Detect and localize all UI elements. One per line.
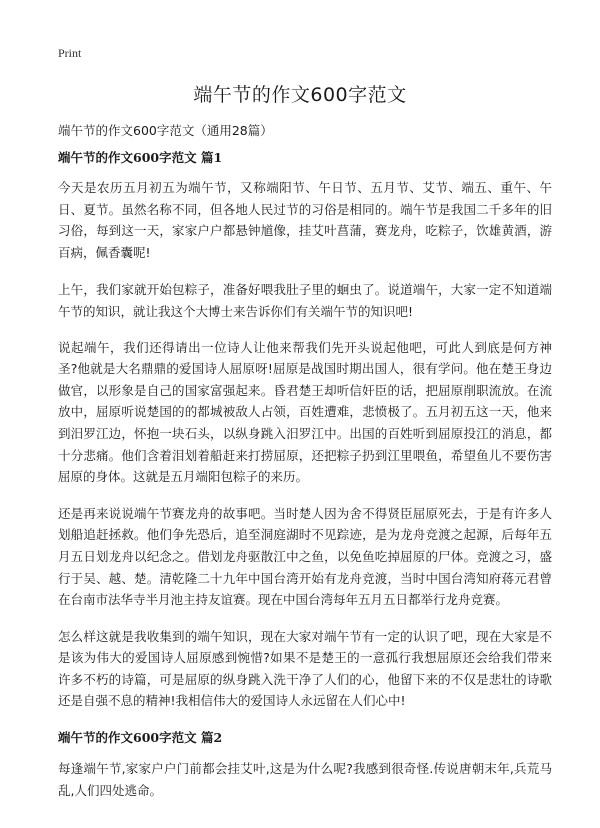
paragraph: 今天是农历五月初五为端午节，又称端阳节、午日节、五月节、艾节、端五、重午、午日、夏节。虽然名称不同，但各地人民过节的习俗是相同的。端午节是我国二千多年的旧习俗，每到这一天，家家户户都悬钟馗像，挂艾叶菖蒲，赛龙舟，吃粽子，饮雄黄酒，游百病，佩香囊呢! [58,180,552,260]
section-heading-2: 端午节的作文600字范文 篇2 [58,730,223,746]
paragraph: 还是再来说说端午节赛龙舟的故事吧。当时楚人因为舍不得贤臣屈原死去，于是有许多人划船追赶拯救。他们争先恐后，追至洞庭湖时不见踪迹，是为龙舟竞渡之起源，后每年五月五日划龙舟以纪念之。借划龙舟驱散江中之鱼，以免鱼吃掉屈原的尸体。竞渡之习，盛行于吴、越、楚。清乾隆二十九年中国台湾开始有龙舟竞渡，当时中国台湾知府蒋元君曾在台南市法华寺半月池主持友谊赛。现在中国台湾每年五月五日都举行龙舟竞赛。 [58,505,552,608]
page-title: 端午节的作文600字范文 [193,84,407,106]
paragraph: 说起端午，我们还得请出一位诗人让他来帮我们先开头说起他吧，可此人到底是何方神圣?他就是大名鼎鼎的爱国诗人屈原呀!屈原是战国时期出国人，很有学问。他在楚王身边做官，以形象是自己的国家富强起来。昏君楚王却听信奸臣的话，把屈原削职流放。在流放中，屈原听说楚国的的都城被敌人占领，百姓遭难，悲愤极了。五月初五这一天，他来到汨罗江边，怀抱一块石头，以纵身跳入汨罗江中。出国的百姓听到屈原投江的消息，都十分悲痛。他们含着泪划着船赶来打捞屈原，还把粽子扔到江里喂鱼，希望鱼儿不要伤害屈原的身体。这就是五月端阳包粽子的来历。 [58,339,552,485]
paragraph: 怎么样这就是我收集到的端午知识，现在大家对端午节有一定的认识了吧，现在大家是不是该为伟大的爱国诗人屈原感到惋惜?如果不是楚王的一意孤行我想屈原还会给我们带来许多不朽的诗篇，可是屈原的纵身跳入洗干净了人们的心，他留下来的不仅是悲壮的诗歌还是自强不息的精神!我相信伟大的爱国诗人永远留在人们心中! [58,628,552,709]
document-content [58,150,552,817]
paragraph: 上午，我们家就开始包粽子，准备好喂我肚子里的蛔虫了。说道端午，大家一定不知道端午节的知识，就让我这个大博士来告诉你们有关端午节的知识吧! [58,282,552,319]
paragraph: 每逢端午节,家家户户门前都会挂艾叶,这是为什么呢?我感到很奇怪.传说唐朝末年,兵荒马乱,人们四处逃命。 [58,761,552,798]
section-heading-1: 端午节的作文600字范文 篇1 [58,150,223,165]
document-subtitle: 端午节的作文600字范文（通用28篇） [58,123,273,138]
print-link[interactable]: Print [58,46,82,60]
